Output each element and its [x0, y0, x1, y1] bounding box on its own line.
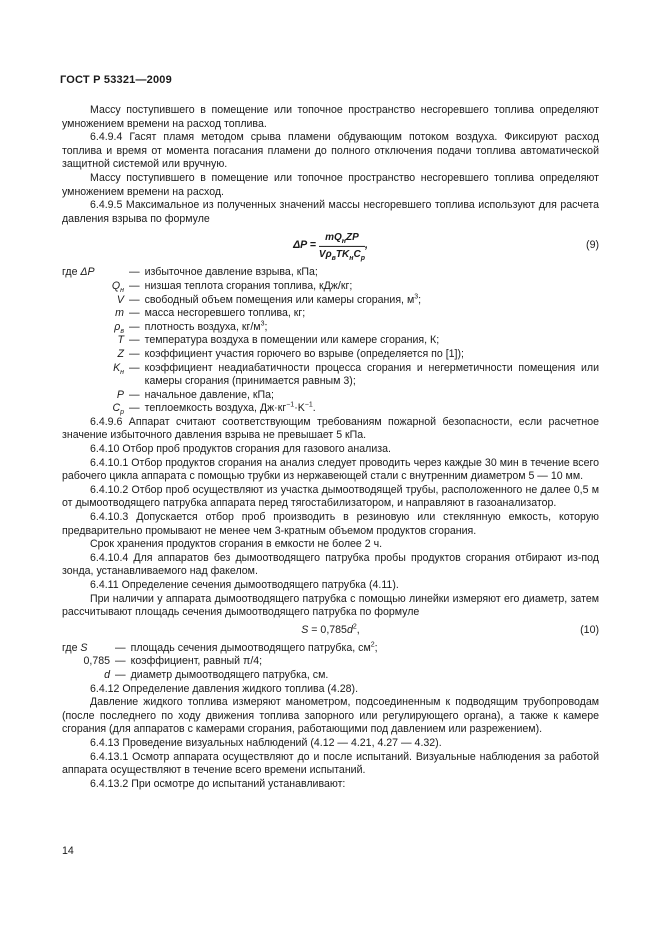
definition-symbol: $Q_н$	[111, 279, 124, 295]
definition-symbol: V	[116, 293, 124, 306]
definition-text: масса несгоревшего топлива, кг;	[144, 307, 306, 320]
paragraph: 6.4.9.4 Гасят пламя методом срыва пламени обдувающим потоком воздуха. Фиксируют расход топлива и время от момента погасания пламени до полного отключения подачи топлива автоматической защитной системой или вручную.	[62, 131, 599, 171]
paragraph: При наличии у аппарата дымоотводящего патрубка с помощью линейки измеряют его диаметр, затем рассчитывают площадь сечения дымоотводящего патрубка по формуле	[62, 592, 599, 619]
definition-item	[62, 321, 599, 335]
definition-item	[62, 402, 599, 416]
formula-numerator: $mQ_нZP$	[319, 231, 365, 247]
formula-number: (9)	[586, 239, 599, 252]
definition-symbol: где ΔP	[62, 266, 95, 279]
definition-item	[62, 389, 599, 403]
paragraph: Массу поступившего в помещение или топочное пространство несгоревшего топлива определяют умножением времени на расход.	[62, 171, 599, 198]
paragraph: Массу поступившего в помещение или топочное пространство несгоревшего топлива определяют умножением времени на расход топлива.	[62, 104, 599, 130]
paragraph: 6.4.10.2 Отбор проб осуществляют из участка дымоотводящей трубы, расположенного не далее 0,5 м от дымоотводящего патрубка аппарата перед тягостабилизатором, и направляют в газоанализатор.	[62, 483, 599, 510]
definition-text: низшая теплота сгорания топлива, кДж/кг;	[144, 279, 353, 292]
definition-symbol: где S	[62, 641, 88, 654]
definition-dash: —	[115, 641, 126, 654]
definition-symbol: $\rho_в$	[114, 320, 124, 335]
definition-symbol: d	[104, 668, 110, 681]
definition-item	[62, 655, 599, 669]
paragraph: 6.4.9.5 Максимальное из полученных значений массы несгоревшего топлива используют для расчета давления взрыва по формуле	[62, 199, 599, 225]
definition-text: начальное давление, кПа;	[144, 388, 274, 401]
formula-denominator: $V\rho_вTK_нC_p$	[318, 248, 365, 262]
paragraph: 6.4.12 Определение давления жидкого топлива (4.28).	[90, 682, 359, 695]
formula-block	[62, 620, 599, 642]
formula-block	[62, 226, 599, 266]
definition-dash: —	[129, 279, 140, 292]
paragraph: 6.4.9.6 Аппарат считают соответствующим требованиям пожарной безопасности, если расчетное значение избыточного давления взрыва не превышает 5 кПа.	[62, 415, 599, 442]
definition-dash: —	[129, 402, 140, 415]
definition-dash: —	[129, 293, 140, 306]
definition-text: коэффициент участия горючего во взрыве (определяется по [1]);	[144, 347, 464, 360]
definition-item	[62, 362, 599, 389]
definition-item	[62, 334, 599, 348]
paragraph: 6.4.13.2 При осмотре до испытаний устанавливают:	[90, 777, 346, 790]
definition-symbol: $K_н$	[113, 361, 124, 376]
definition-dash: —	[115, 668, 126, 681]
definition-item	[62, 294, 599, 308]
definition-item	[62, 348, 599, 362]
definition-dash: —	[129, 347, 140, 360]
definition-text: свободный объем помещения или камеры сгорания, $м^3$;	[144, 293, 422, 306]
definition-symbol: P	[116, 388, 124, 401]
definition-symbol: T	[117, 334, 124, 347]
formula-fraction	[319, 231, 365, 261]
definition-symbol: Z	[117, 347, 124, 360]
definition-dash: —	[115, 655, 126, 668]
definition-dash: —	[129, 388, 140, 401]
definition-item	[62, 280, 599, 294]
formula	[62, 231, 599, 261]
paragraph: 6.4.10 Отбор проб продуктов сгорания для газового анализа.	[90, 443, 391, 456]
definition-dash: —	[129, 361, 140, 374]
definition-item	[62, 307, 599, 321]
definition-item	[62, 669, 599, 683]
formula-number: (10)	[580, 623, 599, 636]
definitions-list	[62, 642, 599, 683]
paragraph: Срок хранения продуктов сгорания в емкости не более 2 ч.	[90, 538, 383, 551]
definition-text: коэффициент, равный π/4;	[130, 655, 263, 668]
definition-symbol: 0,785	[83, 655, 110, 668]
definition-text: плотность воздуха, $кг/м^3$;	[144, 320, 268, 333]
definition-item	[62, 266, 599, 280]
definition-text: теплоемкость воздуха, $Дж\cdot кг^{-1}\cdot K^{-1}$.	[144, 401, 316, 415]
definition-text: коэффициент неадиабатичности процесса сгорания и негерметичности помещения или камеры сгорания (принимается равным 3);	[144, 361, 599, 388]
formula: $S = 0,785d^2$,	[301, 623, 360, 636]
paragraph: 6.4.11 Определение сечения дымоотводящего патрубка (4.11).	[90, 579, 399, 591]
definition-dash: —	[129, 307, 140, 320]
definition-text: диаметр дымоотводящего патрубка, см.	[130, 668, 329, 681]
definition-symbol: m	[115, 307, 124, 320]
paragraph: 6.4.13.1 Осмотр аппарата осуществляют до и после испытаний. Визуальные наблюдения за работой аппарата осуществляют в течение всего времени испытаний.	[62, 750, 599, 777]
definition-text: температура воздуха в помещении или камере сгорания, К;	[144, 334, 440, 347]
definition-text: избыточное давление взрыва, кПа;	[144, 266, 318, 279]
definition-symbol: $C_p$	[112, 402, 124, 417]
paragraph: 6.4.13 Проведение визуальных наблюдений (4.12 — 4.21, 4.27 — 4.32).	[90, 736, 442, 749]
definition-dash: —	[129, 266, 140, 279]
paragraph: 6.4.10.1 Отбор продуктов сгорания на анализ следует проводить через каждые 30 мин в течение всего рабочего цикла аппарата с помощью трубки из нержавеющей стали с внутренним диаметром 5 — 10 мм.	[62, 456, 599, 483]
definitions-list	[62, 266, 599, 416]
paragraph: 6.4.10.4 Для аппаратов без дымоотводящего патрубка пробы продуктов сгорания отбирают из-под зонда, устанавливаемого над факелом.	[62, 551, 599, 578]
formula-tail: ,	[364, 239, 368, 252]
definition-dash: —	[129, 334, 140, 347]
document-header: ГОСТ Р 53321—2009	[60, 74, 172, 86]
definition-item	[62, 642, 599, 656]
definition-dash: —	[129, 320, 140, 333]
paragraph: 6.4.10.3 Допускается отбор проб производить в резиновую или стеклянную емкость, которую предварительно промывают не менее чем 3-кратным объемом продуктов сгорания.	[62, 511, 599, 537]
formula-lhs: ΔP =	[293, 239, 319, 252]
definition-text: площадь сечения дымоотводящего патрубка, $см^2$;	[130, 641, 378, 654]
document-body	[62, 104, 599, 791]
page-number: 14	[62, 845, 74, 857]
paragraph: Давление жидкого топлива измеряют манометром, подсоединенным к подводящим трубопроводам (после последнего по ходу движения топлива запорного или регулирующего органа), а также к камере сгорания (для аппаратов с камерами сгорания, работающими под давлением или разрежением).	[62, 696, 599, 736]
